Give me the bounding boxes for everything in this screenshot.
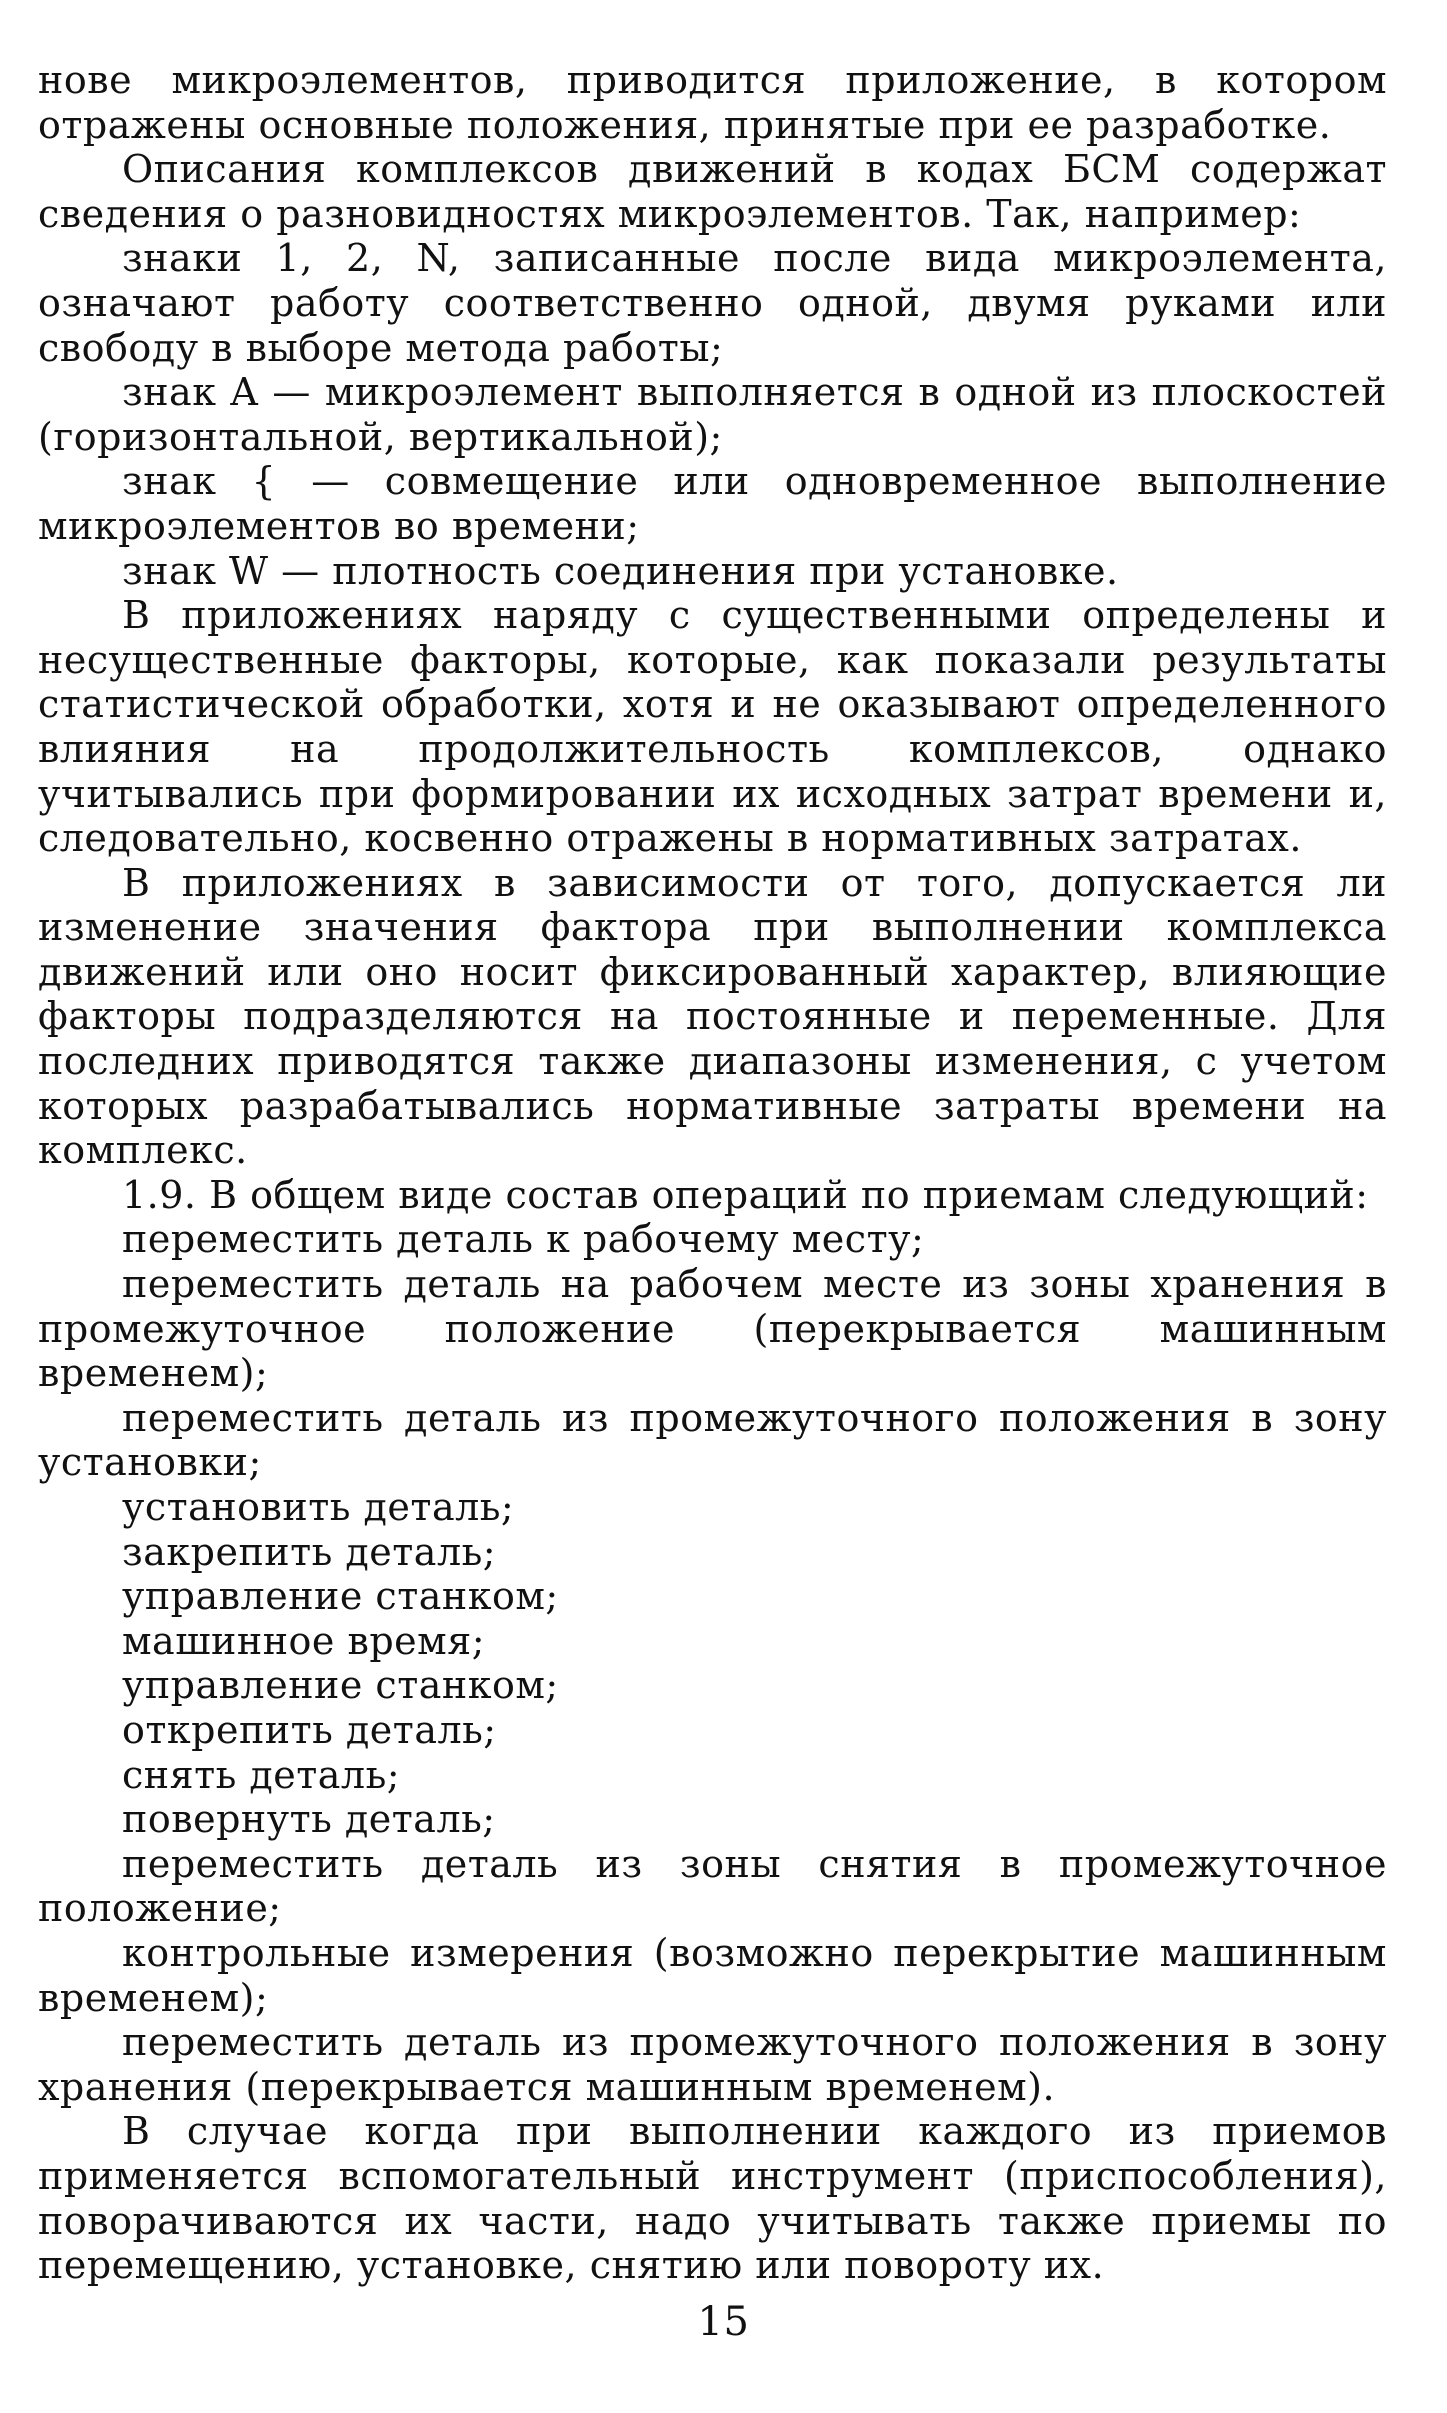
paragraph-factors: В приложениях наряду с существенными определены и несущественные факторы, которые, как показали результаты статистической обработки, хотя и не оказывают определенного влияния на продолжительность комплексов, однако учитывались при формировании их исходных затрат времени и, следовательно, косвенно отражены в нормативных затратах. (38, 593, 1387, 861)
page-number: 15 (697, 2299, 750, 2345)
list-item: контрольные измерения (возможно перекрытие машинным временем); (38, 1930, 1387, 2020)
paragraph-sign-a: знак A — микроэлемент выполняется в одной из плоскостей (горизонтальной, вертикальной); (38, 370, 1387, 459)
paragraph-continuation: нове микроэлементов, приводится приложение, в котором отражены основные положения, принятые при ее разработке. (38, 58, 1387, 147)
paragraph-bsm-codes: Описания комплексов движений в кодах БСМ содержат сведения о разновидностях микроэлементов. Так, например: (38, 147, 1387, 236)
paragraph-sign-w: знак W — плотность соединения при установке. (122, 548, 1119, 593)
list-item: переместить деталь из промежуточного положения в зону установки; (38, 1395, 1387, 1485)
list-item: управление станком; (122, 1663, 559, 1708)
list-item: переместить деталь к рабочему месту; (122, 1217, 925, 1262)
list-item: открепить деталь; (122, 1707, 497, 1752)
list-item: управление станком; (122, 1574, 559, 1619)
list-item: переместить деталь из зоны снятия в промежуточное положение; (38, 1841, 1387, 1931)
paragraph-sign-1-2-n: знаки 1, 2, N, записанные после вида микроэлемента, означают работу соответственно одной, двумя руками или свободу в выборе метода работы; (38, 236, 1387, 370)
list-item: закрепить деталь; (122, 1529, 497, 1574)
list-item: переместить деталь из промежуточного положения в зону хранения (перекрывается машинным временем). (38, 2020, 1387, 2109)
list-item: переместить деталь на рабочем месте из зоны хранения в промежуточное положение (перекрывается машинным временем); (38, 1262, 1387, 1396)
body-text (38, 58, 1387, 2288)
list-item: машинное время; (122, 1618, 486, 1663)
paragraph-section-1-9: 1.9. В общем виде состав операций по приемам следующий: (122, 1172, 1369, 1217)
paragraph-sign-brace: знак { — совмещение или одновременное выполнение микроэлементов во времени; (38, 459, 1387, 548)
paragraph-factor-types: В приложениях в зависимости от того, допускается ли изменение значения фактора при выполнении комплекса движений или оно носит фиксированный характер, влияющие факторы подразделяются на постоянные и переменные. Для последних приводятся также диапазоны изменения, с учетом которых разрабатывались нормативные затраты времени на комплекс. (38, 860, 1387, 1173)
paragraph-auxiliary-tools: В случае когда при выполнении каждого из приемов применяется вспомогательный инструмент (приспособления), поворачиваются их части, надо учитывать также приемы по перемещению, установке, снятию или повороту их. (38, 2109, 1387, 2288)
list-item: повернуть деталь; (122, 1797, 496, 1842)
list-item: снять деталь; (122, 1752, 401, 1797)
list-item: установить деталь; (122, 1485, 515, 1529)
